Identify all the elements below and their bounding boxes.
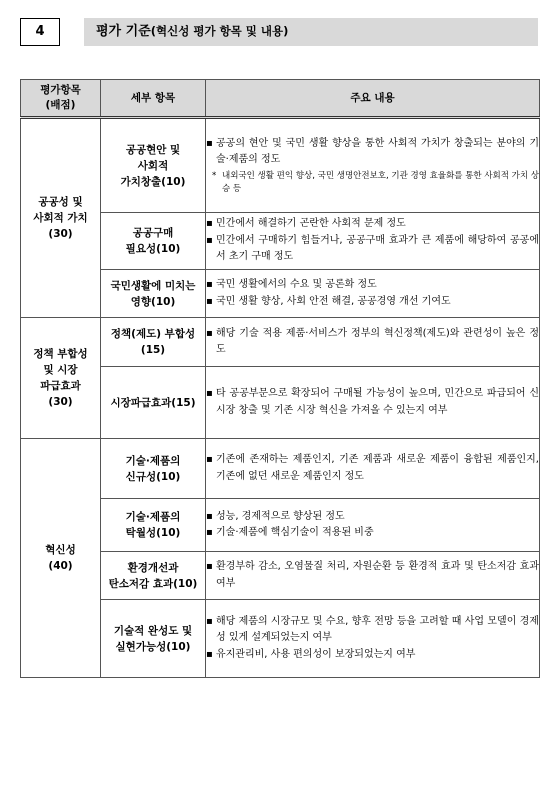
bullet-marker-icon: ▪: [206, 615, 213, 627]
bullet-marker-icon: ▪: [206, 527, 213, 538]
sub-item-cell: 기술·제품의 신규성(10): [101, 439, 206, 499]
bullet-text: 기술·제품에 핵심기술이 적용된 비중: [216, 527, 374, 538]
bullet-text: 환경부하 감소, 오염물질 처리, 자원순환 등 환경적 효과 및 탄소저감 효과 여부: [216, 561, 539, 589]
bullet-item: [206, 136, 539, 169]
bullet-marker-icon: ▪: [206, 648, 213, 660]
content-cell: [206, 367, 540, 439]
bullet-item: [206, 326, 539, 359]
content-cell: [206, 552, 540, 600]
bullet-marker-icon: ▪: [206, 279, 213, 290]
bullet-item: [206, 233, 539, 266]
section-number: 4: [20, 18, 60, 46]
header-category: 평가항목 (배점): [21, 80, 101, 118]
sub-item-cell: 정책(제도) 부합성 (15): [101, 318, 206, 367]
bullet-marker-icon: ▪: [206, 561, 213, 572]
bullet-text: 공공의 현안 및 국민 생활 향상을 통한 사회적 가치가 창출되는 분야의 기술·제품의 정도: [216, 137, 539, 165]
category-cell: 공공성 및 사회적 가치 (30): [21, 118, 101, 318]
bullet-item: [206, 614, 539, 647]
content-cell: [206, 600, 540, 678]
bullet-marker-icon: ▪: [206, 137, 213, 149]
table-row: [21, 318, 540, 367]
section-title: 평가 기준: [96, 24, 151, 39]
table-row: [21, 118, 540, 213]
section-subtitle: (혁신성 평가 항목 및 내용): [150, 24, 289, 38]
bullet-marker-icon: ▪: [206, 218, 213, 230]
content-cell: [206, 118, 540, 213]
sub-item-cell: 환경개선과 탄소저감 효과(10): [101, 552, 206, 600]
bullet-item: [206, 647, 539, 664]
table-header-row: [21, 80, 540, 118]
asterisk-icon: *: [212, 170, 217, 181]
bullet-marker-icon: ▪: [206, 327, 213, 339]
sub-item-cell: 공공구매 필요성(10): [101, 213, 206, 270]
sub-item-cell: 기술·제품의 탁월성(10): [101, 499, 206, 552]
footnote: [206, 170, 539, 196]
header-item: 세부 항목: [101, 80, 206, 118]
footnote-text: 내외국인 생활 편익 향상, 국민 생명안전보호, 기관 경영 효율화를 통한 사회적 가치 상승 등: [222, 170, 540, 194]
bullet-text: 민간에서 해결하기 곤란한 사회적 문제 정도: [216, 218, 406, 230]
bullet-text: 기존에 존재하는 제품인지, 기존 제품과 새로운 제품이 융합된 제품인지, 기존에 없던 새로운 제품인지 정도: [216, 454, 539, 482]
bullet-text: 성능, 경제적으로 향상된 정도: [216, 510, 345, 522]
header-content: 주요 내용: [206, 80, 540, 118]
content-cell: [206, 213, 540, 270]
bullet-text: 민간에서 구매하기 힘들거나, 공공구매 효과가 큰 제품에 해당하여 공공에서 초기 구매 정도: [216, 234, 539, 263]
bullet-text: 타 공공부문으로 확장되어 구매될 가능성이 높으며, 민간으로 파급되어 신시장 창출 및 기존 시장 혁신을 가져올 수 있는지 여부: [216, 388, 539, 416]
bullet-item: [206, 559, 539, 592]
content-cell: [206, 499, 540, 552]
sub-item-cell: 공공현안 및 사회적 가치창출(10): [101, 118, 206, 213]
category-cell: 혁신성 (40): [21, 439, 101, 678]
content-cell: [206, 439, 540, 499]
bullet-text: 해당 제품의 시장규모 및 수요, 향후 전망 등을 고려할 때 사업 모델이 경제성 있게 설계되었는지 여부: [216, 615, 539, 644]
bullet-marker-icon: ▪: [206, 454, 213, 465]
sub-item-cell: 국민생활에 미치는 영향(10): [101, 270, 206, 318]
bullet-text: 해당 기술 적용 제품·서비스가 정부의 혁신정책(제도)와 관련성이 높은 정도: [216, 327, 539, 355]
bullet-item: [206, 277, 539, 294]
bullet-item: [206, 452, 539, 485]
bullet-item: [206, 509, 539, 526]
category-cell: 정책 부합성 및 시장 파급효과 (30): [21, 318, 101, 439]
bullet-marker-icon: ▪: [206, 234, 213, 246]
bullet-item: [206, 216, 539, 233]
bullet-item: [206, 386, 539, 419]
bullet-marker-icon: ▪: [206, 510, 213, 522]
sub-item-cell: 시장파급효과(15): [101, 367, 206, 439]
evaluation-criteria-table: [20, 79, 540, 678]
bullet-text: 국민 생활에서의 수요 및 공론화 정도: [216, 279, 377, 290]
bullet-text: 유지관리비, 사용 편의성이 보장되었는지 여부: [216, 648, 416, 660]
section-header: [20, 18, 538, 46]
sub-item-cell: 기술적 완성도 및 실현가능성(10): [101, 600, 206, 678]
content-cell: [206, 318, 540, 367]
bullet-item: [206, 525, 539, 542]
bullet-item: [206, 294, 539, 311]
bullet-marker-icon: ▪: [206, 388, 213, 399]
bullet-marker-icon: ▪: [206, 295, 213, 307]
content-cell: [206, 270, 540, 318]
bullet-text: 국민 생활 향상, 사회 안전 해결, 공공경영 개선 기여도: [216, 295, 451, 307]
section-title-bar: [84, 18, 538, 46]
table-row: [21, 439, 540, 499]
